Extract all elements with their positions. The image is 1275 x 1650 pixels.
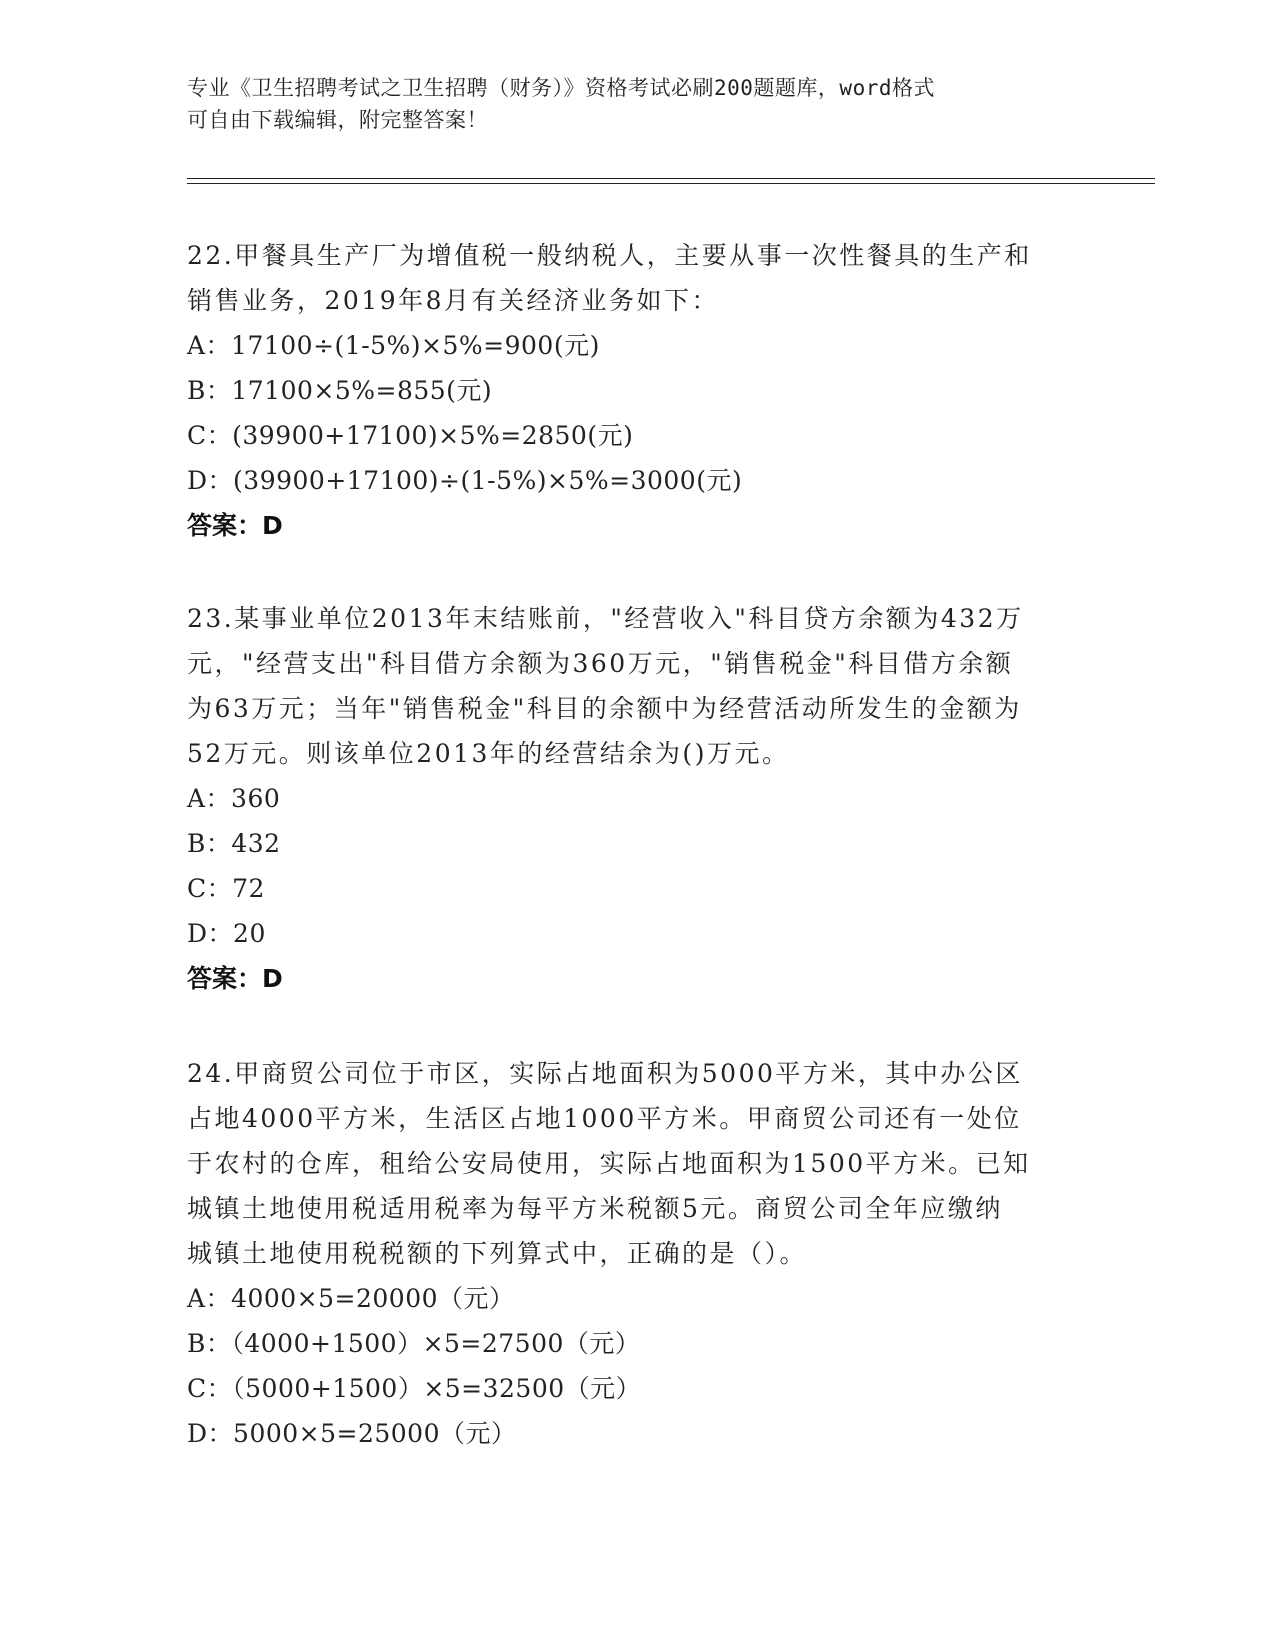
- question-stem-line: 23.某事业单位2013年末结账前，"经营收入"科目贷方余额为432万: [187, 604, 1024, 633]
- option-a: A：17100÷(1-5%)×5%=900(元): [187, 331, 600, 360]
- question-stem-line: 24.甲商贸公司位于市区，实际占地面积为5000平方米，其中办公区: [187, 1059, 1023, 1088]
- option-d: D：20: [187, 919, 266, 948]
- question-stem-line: 22.甲餐具生产厂为增值税一般纳税人，主要从事一次性餐具的生产和: [187, 241, 1032, 270]
- question-stem-line: 元，"经营支出"科目借方余额为360万元，"销售税金"科目借方余额: [187, 649, 1014, 678]
- question-24: [187, 1051, 1087, 1456]
- option-c: C：（5000+1500）×5=32500（元）: [187, 1374, 642, 1403]
- option-b: B：17100×5%=855(元): [187, 376, 493, 405]
- option-d: D：(39900+17100)÷(1-5%)×5%=3000(元): [187, 466, 743, 495]
- header-divider-top: [187, 178, 1155, 179]
- question-stem-line: 于农村的仓库，租给公安局使用，实际占地面积为1500平方米。已知: [187, 1149, 1031, 1178]
- answer-line: 答案：D: [187, 511, 283, 540]
- question-stem-line: 销售业务，2019年8月有关经济业务如下：: [187, 286, 720, 315]
- option-d: D：5000×5=25000（元）: [187, 1419, 517, 1448]
- document-header: [187, 72, 1067, 136]
- question-stem-line: 52万元。则该单位2013年的经营结余为()万元。: [187, 739, 790, 768]
- header-divider-bottom: [187, 183, 1155, 184]
- option-b: B：432: [187, 829, 281, 858]
- option-b: B：（4000+1500）×5=27500（元）: [187, 1329, 641, 1358]
- question-22: [187, 233, 1087, 548]
- question-stem-line: 为63万元；当年"销售税金"科目的余额中为经营活动所发生的金额为: [187, 694, 1022, 723]
- option-a: A：4000×5=20000（元）: [187, 1284, 515, 1313]
- question-stem-line: 占地4000平方米，生活区占地1000平方米。甲商贸公司还有一处位: [187, 1104, 1022, 1133]
- answer-line: 答案：D: [187, 964, 283, 993]
- question-23: [187, 596, 1087, 1001]
- option-c: C：72: [187, 874, 265, 903]
- question-stem-line: 城镇土地使用税税额的下列算式中，正确的是（）。: [187, 1239, 808, 1268]
- header-line-1: 专业《卫生招聘考试之卫生招聘（财务）》资格考试必刷200题题库，word格式: [187, 76, 935, 100]
- option-a: A：360: [187, 784, 281, 813]
- header-line-2: 可自由下载编辑，附完整答案！: [187, 108, 488, 132]
- option-c: C：(39900+17100)×5%=2850(元): [187, 421, 634, 450]
- question-stem-line: 城镇土地使用税适用税率为每平方米税额5元。商贸公司全年应缴纳: [187, 1194, 1003, 1223]
